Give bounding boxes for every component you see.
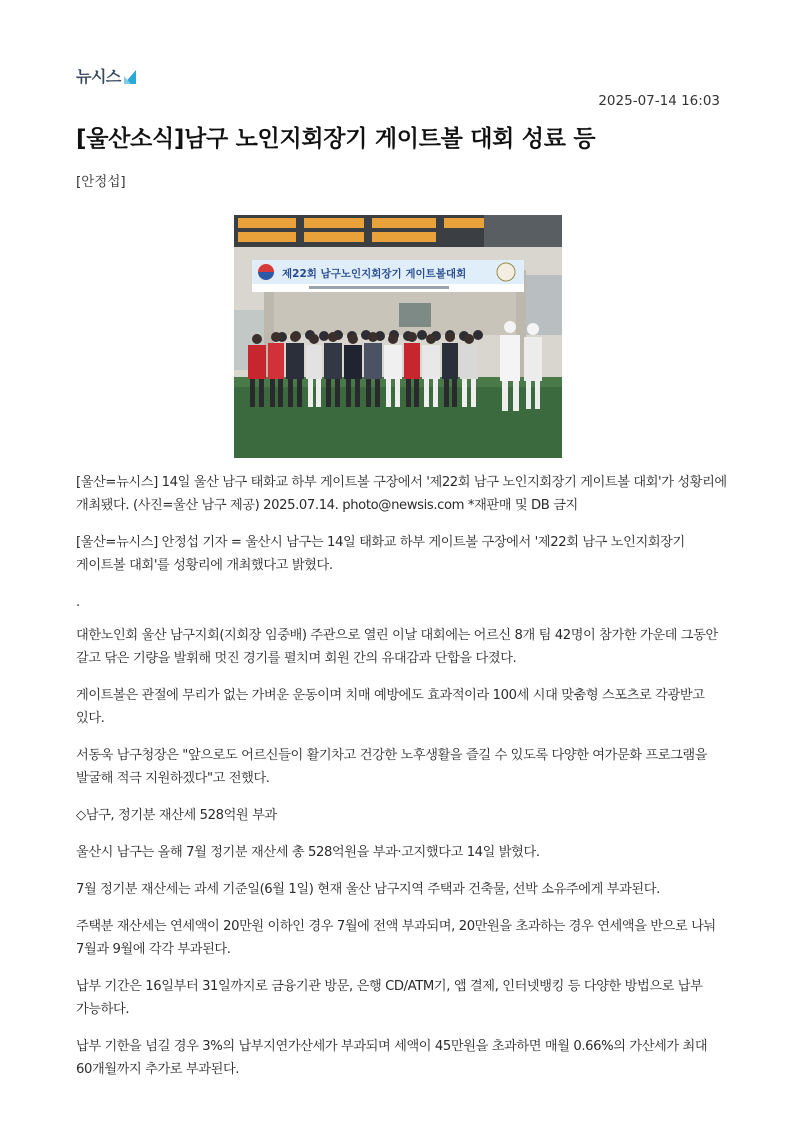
article-paragraph: 납부 기한을 넘길 경우 3%의 납부지연가산세가 부과되며 세액이 45만원을 초과하면 매월 0.66%의 가산세가 최대 60개월까지 추가로 부과된다. (76, 1039, 708, 1077)
article-paragraph: . (76, 595, 80, 610)
article-paragraph: 게이트볼은 관절에 무리가 없는 가벼운 운동이며 치매 예방에도 효과적이라 100세 시대 맞춤형 스포츠로 각광받고 있다. (76, 688, 705, 726)
photo-caption: [울산=뉴시스] 14일 울산 남구 태화교 하부 게이트볼 구장에서 '제22회 남구 노인지회장기 게이트볼 대회'가 성황리에 개최됐다. (사진=울산 남구 제공) 2025.07.14. photo@newsis.com *재판매 및 DB 금지 (76, 475, 727, 513)
article-paragraph: [울산=뉴시스] 안정섭 기자 = 울산시 남구는 14일 태화교 하부 게이트볼 구장에서 '제22회 남구 노인지회장기 게이트볼 대회'를 성황리에 개최했다고 밝혔다. (76, 535, 685, 573)
logo-text: 뉴시스 (76, 67, 121, 86)
article-paragraph: 울산시 남구는 올해 7월 정기분 재산세 총 528억원을 부과·고지했다고 14일 밝혔다. (76, 845, 540, 860)
banner-text: 제22회 남구노인지회장기 게이트볼대회 (282, 268, 467, 280)
article-paragraph: 납부 기간은 16일부터 31일까지로 금융기관 방문, 은행 CD/ATM기, 앱 결제, 인터넷뱅킹 등 다양한 방법으로 납부 가능하다. (76, 979, 703, 1017)
article-photo (234, 215, 562, 458)
article-title: [울산소식]남구 노인지회장기 게이트볼 대회 성료 등 (76, 126, 596, 152)
article-paragraph: 주택분 재산세는 연세액이 20만원 이하인 경우 7월에 전액 부과되며, 20만원을 초과하는 경우 연세액을 반으로 나눠 7월과 9월에 각각 부과된다. (76, 919, 716, 957)
newsis-logo[interactable] (76, 64, 136, 87)
article-body (76, 471, 732, 1095)
article-byline: [안정섭] (76, 174, 126, 190)
article-subheading: ◇남구, 정기분 재산세 528억원 부과 (76, 808, 277, 823)
article-paragraph: 대한노인회 울산 남구지회(지회장 임중배) 주관으로 열린 이날 대회에는 어르신 8개 팀 42명이 참가한 가운데 그동안 갈고 닦은 기량을 발휘해 멋진 경기를 펼치며 회원 간의 유대감과 단합을 다졌다. (76, 628, 718, 666)
article-paragraph: 서동욱 남구청장은 "앞으로도 어르신들이 활기차고 건강한 노후생활을 즐길 수 있도록 다양한 여가문화 프로그램을 발굴해 적극 지원하겠다"고 전했다. (76, 748, 708, 786)
publish-datetime: 2025-07-14 16:03 (598, 93, 720, 109)
article-paragraph: 7월 정기분 재산세는 과세 기준일(6월 1일) 현재 울산 남구지역 주택과 건축물, 선박 소유주에게 부과된다. (76, 882, 660, 897)
logo-mark-icon (124, 70, 136, 84)
